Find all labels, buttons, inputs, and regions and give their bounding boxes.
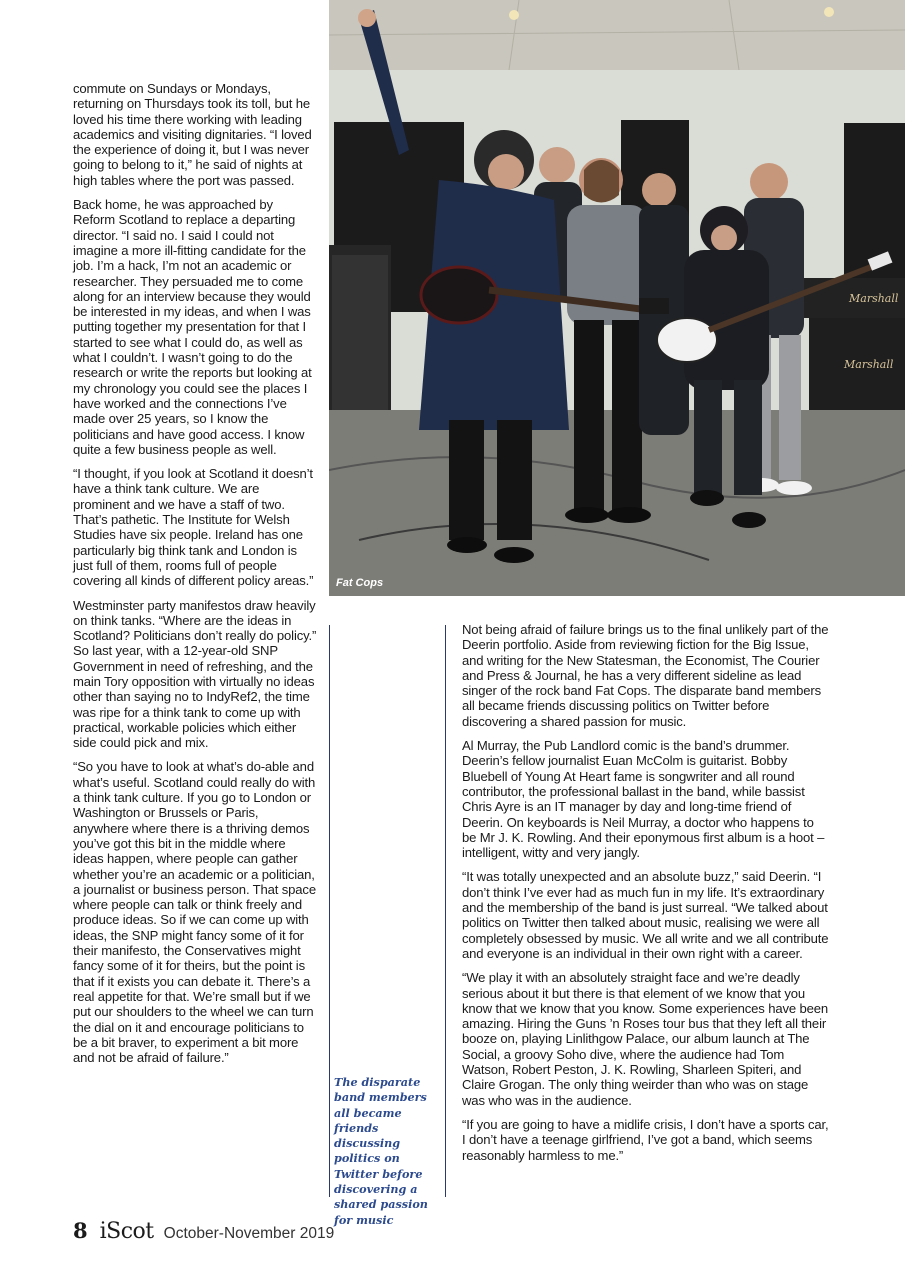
photo-caption: Fat Cops: [336, 577, 384, 589]
article-right-column: [462, 622, 830, 1172]
article-left-column: [73, 81, 317, 1074]
issue-date: October-November 2019: [163, 1225, 335, 1242]
article-paragraph: commute on Sundays or Mondays, returning on Thursdays took its toll, but he loved his time there working with leading academics and visiting dignitaries. “I loved the experience of doing it, but I was never going to belong to it,” he said of nights at high tables where the port was passed.: [73, 81, 312, 188]
article-paragraph: “So you have to look at what’s do-able and what’s useful. Scotland could really do with a think tank culture. If you go to London or Washington or Brussels or Paris, anywhere where there is a thriving demos you’ve got this bit in the middle where ideas happen, where people can gather whether you’re an academic or a politician, a journalist or business person. That space where people can talk or think freely and produce ideas. So if we can come up with ideas, the SNP might fancy some of it for their manifesto, the Conservatives might fancy some of it for theirs, but the point is that if it exists you can debate it. There’s a real appetite for that. We’re small but if we put our shoulders to the wheel we can turn the dial on it and encourage politicians to be a bit braver, to experiment a bit more and not be afraid of failure.”: [73, 759, 316, 1066]
article-paragraph: Westminster party manifestos draw heavily on think tanks. “Where are the ideas in Scotland? Politicians don’t really do policy.” So last year, with a 12-year-old SNP Government in need of refreshing, and the main Tory opposition with virtually no ideas other than saying no to IndyRef2, the time was ripe for a think tank to come up with practical, workable policies which either side could pick and mix.: [73, 597, 317, 751]
article-paragraph: “It was totally unexpected and an absolute buzz,” said Deerin. “I don’t think I’ve ever had as much fun in my life. It’s extraordinary and the membership of the band is just surreal. “We talked about politics on Twitter then talked about music, realising we were all completely obsessed by music. We all write and we all contribute and everyone is an individual in their own right with a career.: [462, 869, 829, 961]
article-paragraph: “We play it with an absolutely straight face and we’re deadly serious about it but there is that element of we know that you know that we know that you know. Some experiences have been amazing. Hiring the Guns ’n Roses tour bus that they left all their booze on, playing Linlithgow Palace, our album launch at The Social, a groovy Soho dive, where the audience had Tom Watson, Robert Peston, J. K. Rowling, Sharleen Spiteri, and Claire Grogan. The only thing weirder than who was on stage was who was in the audience.: [462, 970, 829, 1108]
band-photo: [329, 0, 905, 596]
magazine-logo: iScot: [99, 1219, 154, 1244]
article-paragraph: Al Murray, the Pub Landlord comic is the band’s drummer. Deerin’s fellow journalist Euan McColm is guitarist. Bobby Bluebell of Young At Heart fame is songwriter and all round contributor, the professional ballast in the band, while bassist Chris Ayre is an IT manager by day and long-time friend of Deerin. On keyboards is Neil Murray, a doctor who happens to be Mr J. K. Rowling. And their eponymous first album is a hoot – intelligent, witty and very jangly.: [462, 738, 825, 861]
page-number: 8: [73, 1218, 88, 1243]
article-paragraph: “If you are going to have a midlife crisis, I don’t have a sports car, I don’t have a teenage girlfriend, I’ve got a band, which seems reasonably harmless to me.”: [462, 1116, 829, 1163]
article-paragraph: Not being afraid of failure brings us to the final unlikely part of the Deerin portfolio. Aside from reviewing fiction for the Big Issue, and writing for the New Statesman, the Economist, The Courier and Press & Journal, he has a very different sideline as lead singer of the rock band Fat Cops. The disparate band members all became friends discussing politics on Twitter before discovering a shared passion for music.: [462, 622, 829, 729]
article-paragraph: Back home, he was approached by Reform Scotland to replace a departing director. “I said no. I said I could not imagine a more ill-fitting candidate for the job. I’m a hack, I’m not an academic or researcher. They persuaded me to come along for an interview because they would be interested in my ideas, and when I was putting together my presentation for that I started to see what I could do, as well as what I couldn’t. I wasn’t going to do the research or write the reports but looking at my chronology you could see the places I have worked and the connections I’ve made over 25 years, so I know the politicians and have good access. I know quite a few business people as well.: [73, 197, 312, 457]
column-divider-right: [445, 625, 446, 1197]
article-paragraph: “I thought, if you look at Scotland it doesn’t have a think tank culture. We are prominent and we have a staff of two. That’s pathetic. The Institute for Welsh Studies have six people. Ireland has one particularly big think tank and London is just full of them, rooms full of people covering all kinds of different policy areas.”: [73, 466, 314, 589]
pull-quote: The disparate band members all became friends discussing politics on Twitter before discovering a shared passion for music: [334, 1075, 428, 1227]
amp-logo-top: Marshall: [849, 292, 899, 305]
amp-logo-bottom: Marshall: [844, 358, 894, 371]
page-footer: [73, 1218, 334, 1246]
column-divider-left: [329, 625, 330, 1197]
